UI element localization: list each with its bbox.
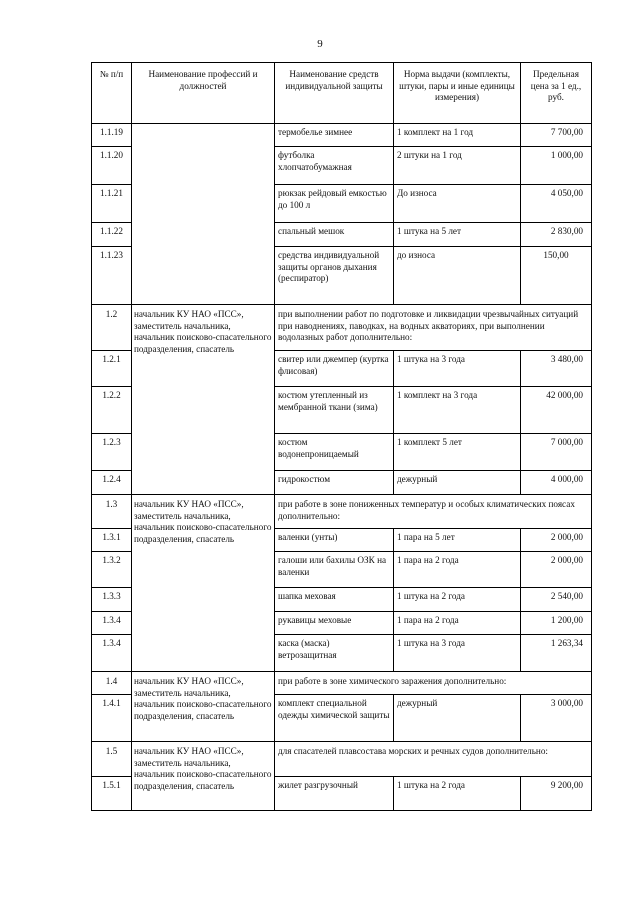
- section-profession: начальник КУ НАО «ПСС», заместитель начальника, начальник поисково-спасательного подразделения, спасатель: [132, 495, 275, 672]
- row-num: 1.3.2: [92, 552, 132, 588]
- section-profession: начальник КУ НАО «ПСС», заместитель начальника, начальник поисково-спасательного подразделения, спасатель: [132, 305, 275, 495]
- row-num: 1.3.4: [92, 635, 132, 672]
- section-num: 1.4: [92, 672, 132, 695]
- section-header-row: [92, 742, 592, 777]
- section-condition: для спасателей плавсостава морских и речных судов дополнительно:: [275, 742, 592, 777]
- section-condition: при работе в зоне химического заражения дополнительно:: [275, 672, 592, 695]
- section-num: 1.3: [92, 495, 132, 529]
- section-header-row: [92, 305, 592, 351]
- row-item: галоши или бахилы ОЗК на валенки: [275, 552, 394, 588]
- row-item: каска (маска) ветрозащитная: [275, 635, 394, 672]
- row-item: костюм утепленный из мембранной ткани (зима): [275, 387, 394, 434]
- row-num: 1.2.3: [92, 434, 132, 471]
- section-header-row: [92, 495, 592, 529]
- row-norm: 1 комплект на 1 год: [394, 124, 521, 147]
- row-num: 1.3.3: [92, 588, 132, 612]
- row-price: 7 700,00: [521, 124, 592, 147]
- row-profession: [132, 124, 275, 305]
- row-price: 2 830,00: [521, 223, 592, 247]
- header-profession: Наименование профессий и должностей: [132, 63, 275, 124]
- section-profession: начальник КУ НАО «ПСС», заместитель начальника, начальник поисково-спасательного подразделения, спасатель: [132, 672, 275, 742]
- row-norm: 1 штука на 2 года: [394, 777, 521, 811]
- table-header-row: [92, 63, 592, 124]
- row-price: 2 000,00: [521, 529, 592, 552]
- row-item: комплект специальной одежды химической защиты: [275, 695, 394, 742]
- row-price: 1 000,00: [521, 147, 592, 185]
- row-norm: До износа: [394, 185, 521, 223]
- row-num: 1.5.1: [92, 777, 132, 811]
- row-norm: 1 комплект 5 лет: [394, 434, 521, 471]
- header-norm: Норма выдачи (комплекты, штуки, пары и иные единицы измерения): [394, 63, 521, 124]
- section-condition: при работе в зоне пониженных температур и особых климатических поясах дополнительно:: [275, 495, 592, 529]
- section-num: 1.2: [92, 305, 132, 351]
- row-price: 150,00: [521, 247, 592, 305]
- row-item: шапка меховая: [275, 588, 394, 612]
- row-price: 7 000,00: [521, 434, 592, 471]
- row-num: 1.2.4: [92, 471, 132, 495]
- header-price: Предельная цена за 1 ед., руб.: [521, 63, 592, 124]
- row-price: 1 200,00: [521, 612, 592, 635]
- row-norm: 1 пара на 5 лет: [394, 529, 521, 552]
- row-price: 4 050,00: [521, 185, 592, 223]
- row-price: 3 000,00: [521, 695, 592, 742]
- row-norm: 1 пара на 2 года: [394, 612, 521, 635]
- section-condition: при выполнении работ по подготовке и ликвидации чрезвычайных ситуаций при наводнениях, паводках, на водных акваториях, при выполнении водолазных работ дополнительно:: [275, 305, 592, 351]
- row-num: 1.3.1: [92, 529, 132, 552]
- row-norm: 1 штука на 3 года: [394, 351, 521, 387]
- row-norm: 1 комплект на 3 года: [394, 387, 521, 434]
- row-item: термобелье зимнее: [275, 124, 394, 147]
- row-norm: дежурный: [394, 471, 521, 495]
- row-price: 4 000,00: [521, 471, 592, 495]
- row-price: 2 540,00: [521, 588, 592, 612]
- row-item: средства индивидуальной защиты органов дыхания (респиратор): [275, 247, 394, 305]
- section-num: 1.5: [92, 742, 132, 777]
- row-norm: 2 штуки на 1 год: [394, 147, 521, 185]
- row-norm: 1 пара на 2 года: [394, 552, 521, 588]
- row-price: 1 263,34: [521, 635, 592, 672]
- row-item: рюкзак рейдовый емкостью до 100 л: [275, 185, 394, 223]
- row-item: гидрокостюм: [275, 471, 394, 495]
- row-num: 1.2.1: [92, 351, 132, 387]
- row-num: 1.1.19: [92, 124, 132, 147]
- table-row: [92, 124, 592, 147]
- row-price: 2 000,00: [521, 552, 592, 588]
- row-num: 1.1.21: [92, 185, 132, 223]
- row-norm: до износа: [394, 247, 521, 305]
- row-norm: 1 штука на 3 года: [394, 635, 521, 672]
- header-ppe: Наименование средств индивидуальной защиты: [275, 63, 394, 124]
- ppe-norms-table: [91, 62, 592, 811]
- row-price: 42 000,00: [521, 387, 592, 434]
- row-item: спальный мешок: [275, 223, 394, 247]
- section-profession: начальник КУ НАО «ПСС», заместитель начальника, начальник поисково-спасательного подразделения, спасатель: [132, 742, 275, 811]
- row-num: 1.4.1: [92, 695, 132, 742]
- row-norm: дежурный: [394, 695, 521, 742]
- row-price: 3 480,00: [521, 351, 592, 387]
- row-item: свитер или джемпер (куртка флисовая): [275, 351, 394, 387]
- row-item: рукавицы меховые: [275, 612, 394, 635]
- row-norm: 1 штука на 5 лет: [394, 223, 521, 247]
- row-price: 9 200,00: [521, 777, 592, 811]
- row-num: 1.2.2: [92, 387, 132, 434]
- section-header-row: [92, 672, 592, 695]
- row-num: 1.3.4: [92, 612, 132, 635]
- row-norm: 1 штука на 2 года: [394, 588, 521, 612]
- row-item: валенки (унты): [275, 529, 394, 552]
- page-number: 9: [317, 38, 323, 50]
- row-num: 1.1.23: [92, 247, 132, 305]
- row-item: жилет разгрузочный: [275, 777, 394, 811]
- row-item: футболка хлопчатобумажная: [275, 147, 394, 185]
- row-num: 1.1.22: [92, 223, 132, 247]
- header-num: № п/п: [92, 63, 132, 124]
- row-item: костюм водонепроницаемый: [275, 434, 394, 471]
- row-num: 1.1.20: [92, 147, 132, 185]
